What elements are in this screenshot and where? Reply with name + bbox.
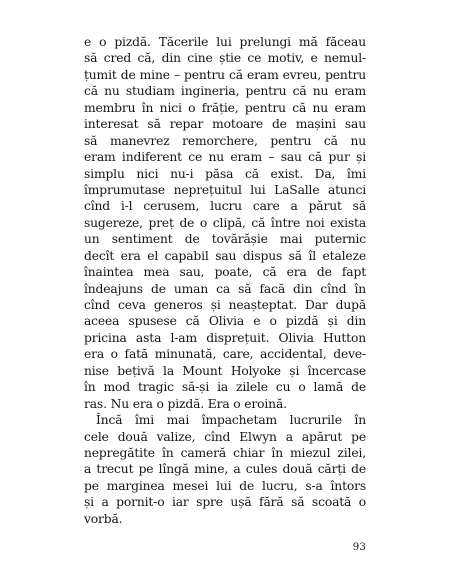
page-number: 93 [352, 541, 366, 553]
text-line: eram indiferent ce nu eram – sau că pur și [84, 150, 366, 165]
paragraph-2 [84, 412, 366, 527]
text-line: că nu studiam ingineria, pentru că nu eram [84, 84, 366, 99]
text-line: vorbă. [84, 511, 123, 526]
text-line: înaintea mea sau, poate, că era de fapt [84, 265, 366, 280]
text-line: un sentiment de tovărășie mai puternic [84, 232, 366, 247]
text-line: Încă îmi mai împachetam lucrurile în [96, 413, 366, 428]
text-line: pricina asta l-am disprețuit. Olivia Hutton [84, 330, 366, 345]
text-line: aceea spusese că Olivia e o pizdă și din [84, 314, 366, 329]
text-line: e o pizdă. Tăcerile lui prelungi mă făceau [84, 35, 366, 49]
text-line: să cred că, din cine știe ce motiv, e nemul- [84, 51, 366, 66]
text-line: simplu nici nu-i păsa că exist. Da, îmi [84, 166, 366, 181]
text-line: cele două valize, cînd Elwyn a apărut pe [84, 429, 366, 444]
text-line: țumit de mine – pentru că eram evreu, pentru [84, 67, 366, 82]
text-line: pe marginea mesei lui de lucru, s-a întors [84, 478, 366, 493]
paragraph-1 [84, 34, 366, 412]
text-line: nise bețivă la Mount Holyoke și încercase [84, 363, 366, 378]
text-line: cînd ceva generos și neașteptat. Dar după [84, 298, 366, 312]
text-line: împrumutase neprețuitul lui LaSalle atunci [84, 182, 366, 197]
text-line: membru în nici o frăție, pentru că nu eram [84, 100, 366, 115]
text-line: era o fată minunată, care, accidental, deve- [84, 347, 366, 362]
text-line: decît era el capabil sau dispus să îl etaleze [84, 248, 366, 263]
text-line: interesat să repar motoare de mașini sau [84, 117, 366, 132]
text-line: să manevrez remorchere, pentru că nu [84, 133, 366, 148]
text-line: în mod tragic să-și ia zilele cu o lamă de [84, 380, 366, 395]
text-line: îndeajuns de uman ca să facă din cînd în [84, 281, 366, 296]
text-line: și a pornit-o iar spre ușă fără să scoată o [84, 495, 366, 510]
text-line: ras. Nu era o pizdă. Era o eroină. [84, 396, 287, 411]
text-line: sugereze, preț de o clipă, că între noi exista [84, 215, 366, 230]
text-line: nepregătite în cameră chiar în miezul zilei, [84, 445, 366, 460]
text-line: cînd i-l cerusem, lucru care a părut să [84, 199, 366, 214]
body-text [84, 34, 366, 527]
text-line: a trecut pe lîngă mine, a cules două cărți de [84, 462, 366, 477]
